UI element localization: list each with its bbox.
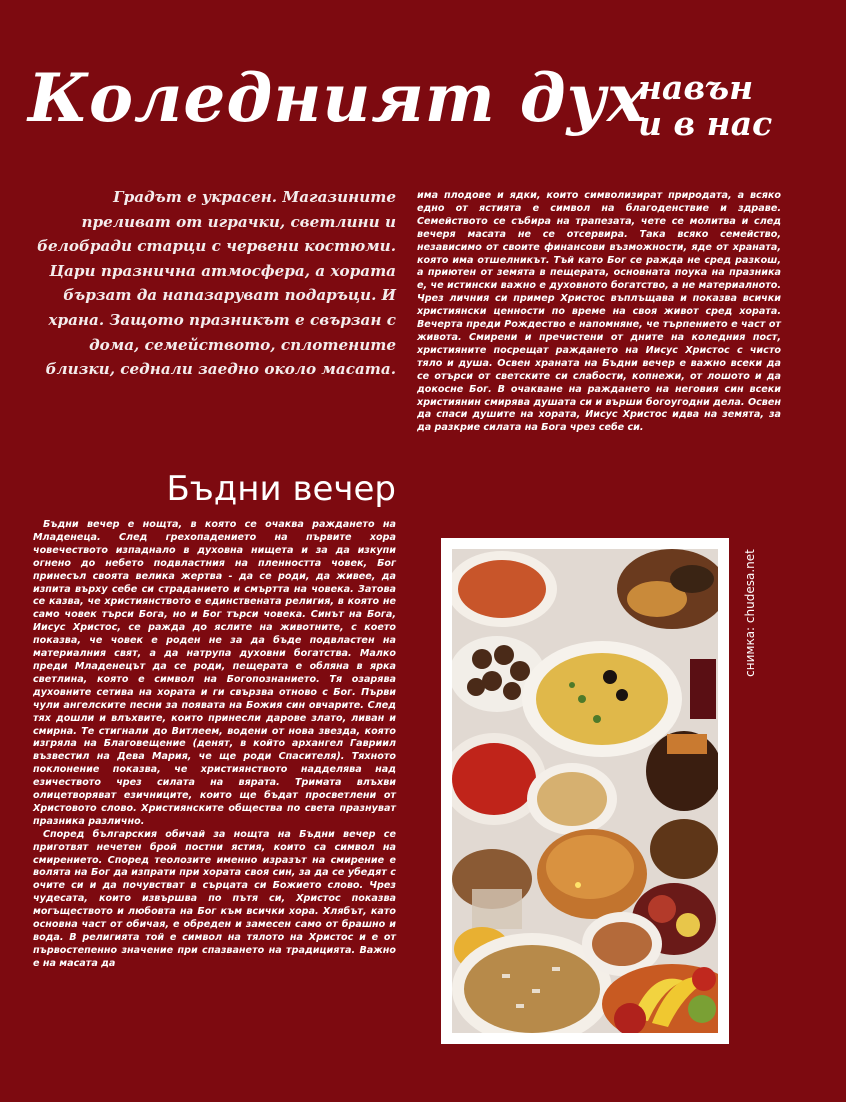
article-paragraph: Бъдни вечер е нощта, в която се очаква раждането на Младенеца. След грехопадението на първите хора човечеството изпаднало в духовна нищета и за да изкупи огнено до небето подвластния на пленността човек, Бог принесъл своята велика жертва - да се роди, да живее, да изпита върху себе си страданието и смъртта на човека. Затова се казва, че християнството е единствената религия, в която не само човек търси Бога, но и Бог търси човека. Синът на Бога, Иисус Христос, се ражда до яслите на животните, с което показва, че човек е роден не за да бъде подвластен на материалния свят, а да натрупа духовни богатства. Малко преди Младенецът да се роди, пещерата е обляна в ярка светлина, която е символ на Богопознанието. Тя озарява духовните сетива на хората и ги свързва отново с Бог. Първи чули ангелските песни за появата на Божия син овчарите. След тях дошли и влъхвите, които принесли дарове злато, ливан и смирна. Те стигнали до Витлеем, водени от нова звезда, която изгряла на Благовещение (денят, в който архангел Гавриил възвестил на Дева Мария, че ще роди Спасителя). Тяхното поклонение показва, че християнството надделява над езичеството чрез силата на вярата. Тримата влъхви олицетворяват езичниците, които ще бъдат просветлени от Христовото слово. Християнските общества по света празнуват празника различно. (33, 519, 396, 827)
food-photo (441, 538, 729, 1044)
subtitle-line-2: и в нас (638, 104, 773, 143)
article-column-right (417, 190, 781, 435)
section-heading: Бъдни вечер (166, 469, 396, 509)
page-title: Коледният дух (28, 59, 648, 137)
food-photo-image (452, 549, 718, 1033)
photo-credit (742, 538, 758, 688)
subtitle-line-1: навън (638, 68, 754, 107)
photo-credit-text: снимка: chudesa.net (743, 549, 757, 677)
article-paragraph: има плодове и ядки, които символизират природата, а всяко едно от ястията е символ на благоденствие и здраве. Семейството се събира на трапезата, чете се молитва и след вечеря масата не се отсервира. Така всяко семейство, независимо от своите финансови възможности, яде от храната, която има отшелникът. Тъй като Бог се ражда не сред разкош, а приютен от земята в пещерата, основната поука на празника е, че истински важно е духовното богатство, а не материалното. Чрез личния си пример Христос въплъщава и показва всички християнски ценности по време на своя живот сред хората. Вечерта преди Рождество е напомняне, че търпението е част от живота. Смирени и пречистени от дните на коледния пост, християните посрещат раждането на Иисус Христос с чисто тяло и душа. Освен храната на Бъдни вечер е важно всеки да се отърси от светските си слабости, копнежи, от лошото и да докосне Бог. В очакване на раждането на неговия син всеки християнин смирява душата си и върши богоугодни дела. Освен да спаси душите на хората, Иисус Христос идва на земята, за да разкрие силата на Бога чрез себе си. (417, 190, 781, 434)
lede-paragraph: Градът е украсен. Магазините преливат от играчки, светлини и белобради старци с червени костюми. Цари празнична атмосфера, а хората бързат да напазаруват подаръци. И храна. Защото празникът е свързан с дома, семейството, сплотените близки, седнали заедно около масата. (37, 188, 396, 379)
page-subtitle (638, 70, 772, 142)
article-column-left (33, 519, 396, 971)
article-paragraph: Според българския обичай за нощта на Бъдни вечер се приготвят нечетен брой постни ястия, които са символ на смирението. Според теолозите именно изразът на смирение е волята на Бог да изпрати при хората своя син, за да се убедят с очите си и да почувстват в сърцата си Божието слово. Чрез чудесата, които извършва по пътя си, Христос показва могъществото и любовта на Бог към всички хора. Хлябът, като основна част от обичая, е обреден и замесен само от брашно и вода. В религията той е символ на тялото на Христос и е от първостепенно значение при спазването на традицията. Важно е на масата да (33, 828, 396, 969)
